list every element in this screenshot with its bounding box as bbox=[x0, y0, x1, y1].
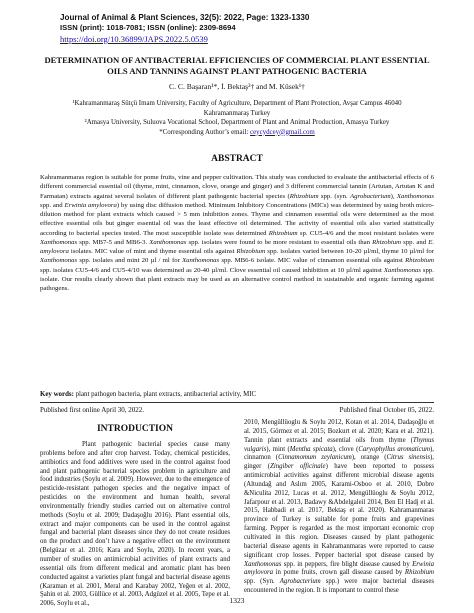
journal-citation: Journal of Animal & Plant Sciences, 32(5): 2022, Page: 1323-1330 bbox=[60, 13, 310, 22]
affiliation-1-line-1: ¹Kahramanmaraş Sütçü Imam University, Faculty of Agriculture, Department of Plant Protection, Avşar Campus 46040 bbox=[72, 100, 402, 107]
corresponding-label: *Corresponding Author’s email: bbox=[159, 128, 251, 136]
published-final: Published final October 05, 2022. bbox=[339, 406, 434, 414]
keywords-text: plant pathogen bacteria, plant extracts, antibacterial activity, MIC bbox=[73, 391, 257, 398]
introduction-heading: INTRODUCTION bbox=[96, 424, 173, 434]
affiliation-1-line-2: Kahramanmaraş Turkey bbox=[203, 109, 271, 117]
affiliation-2: ²Amasya University, Suluova Vocational School, Department of Plant and Animal Production, Amasya Turkey bbox=[84, 119, 390, 126]
abstract-body: Kahramanmaras region is suitable for pome fruits, vine and pepper cultivation. This study was conducted to evaluate the antibacterial effects of 6 different commercial essential oil (thyme, mint, cinnamon, clove, orange and ginger) and 3 different commercial tannin (Artutan, Artutan K and Farmatan) extracts against several isolates of different plant pathogenic bacterial species (Rhizobium spp. (syn. Agrobacterium), Xanthomonas spp. and Erwinia amylovora) by using disc diffusion method. Minimum Inhibitory Concentrations (MICs) was determined by using broth micro-dilution method for plant extracts which caused > 5 mm inhibition zones. Thyme and cinnamon essential oils were determined as the most effective essential oils but ginger essential oil was the least effective oil determined. The activity of essential oils also varied statistically according to bacterial species tested. The most susceptible isolate was determined Rhizobium sp. CU5-4/6 and the most resistant isolates were Xanthomonas spp. MB7-5 and MB6-3. Xanthomonas spp. isolates were found to be more resistant to essential oils than Rhizobium spp. and E. amylovora isolates. MIC value of mint and thyme essential oils against Rhizobium spp. isolates varied between 10-20 µl/ml, thyme 10 µl/ml for Xanthomonas spp. isolates and mint 20 µl / ml for Xanthomonas spp. MB6-6 isolate. MIC value of cinnamon essential oils against Rhizobium spp. isolates CU5-4/6 and CU5-4/10 was determined as 20-40 µl/ml. Clove essential oil caused inhibition at 10 µl/ml against Xanthomonas spp. isolate. Our results clearly shown that plant extracts may be used as an alternative control method in sustainable and organic farming against pathogens. bbox=[40, 174, 435, 292]
introduction-right-column: 2010, Mengüllüoglu & Soylu 2012, Kotan et al. 2014, Dadaşoğlu et al. 2015, Görmez et al. 2015; Bozkurt et al. 2020; Kara et al. 2021). Tannin plant extracts and essential oils from thyme (Thymus vulgaris), mint (Mentha spicata), clove (Caryophyllus aromaticum), cinnamon (Cinnamomum zeylanicum), orange (Citrus sinensis), ginger (Zingiber officinale) have been reported to possess antimicrobial activities against different microbial disease agents (Altundağ and Aslım 2005, Karami-Osboo et al. 2010, Dobre &Niculita 2012, Lucas et al. 2012, Mengüllüoglu & Soylu 2012, Jafarpour et al. 2013, Badawy &Abdelgaleil 2014, Ben El Hadj et al. 2015, Habbadi et al. 2017, Bektaş et al. 2020). Kahramanmaras province of Turkey is suitable for pome fruits and grapevines farming. Pepper is regarded as the most important economic crop cultivated in this region. Diseases caused by plant pathogenic bacterial disease agents in Kahramanmaras were reported to cause significant crop losses. Pepper bacterial spot disease caused by Xanthomonas spp. in peppers, fire blight disease caused by Erwinia amylovora in pome fruits, crown gall disease caused by Rhizobium spp. (Syn. Agrobacterium spp.) were major bacterial diseases encountered in the region. It is important to control these bbox=[244, 419, 434, 595]
published-first-online: Published first online April 30, 2022. bbox=[40, 406, 145, 414]
corresponding-author bbox=[0, 128, 474, 138]
abstract-heading: ABSTRACT bbox=[211, 154, 263, 164]
affiliations bbox=[0, 99, 474, 137]
section-divider bbox=[40, 402, 434, 403]
corresponding-email-link[interactable]: ceycydcey@gmail.com bbox=[250, 128, 315, 136]
doi-link[interactable]: https://doi.org/10.36899/JAPS.2022.5.0539 bbox=[60, 34, 208, 44]
author-list: C. C. Başaran¹*, İ. Bektaş²† and M. Küsek¹† bbox=[169, 82, 305, 91]
introduction-left-column: Plant pathogenic bacterial species cause many problems before and after crop harvest. Today, chemical pesticides, antibiotics and food additives were used in the control against food and plant pathogenic bacterial species problem in agriculture and food industries (Soylu et al. 2009). However, due to the emergence of pesticide-resistant pathogen species and the negative impact of pesticides on the environment and human health, several environmentally friendly studies carried out on alternative control methods (Soylu et al. 2009; Dadaşoğlu 2016). Plant essential oils, extract and major components can be used in the control against fungal and bacterial plant diseases since they do not create residues on the product and don’t have a negative effect on the environment (Belgüzar et al. 2016; Kara and Soylu, 2020). In recent years, a number of studies on antimicrobial activities of plant extracts and essential oils from different medical and aromatic plant has been conducted against a varieties plant fungal and bacterial disease agents (Karaman et al. 2001, Meral and Karabay 2002, Yeğen et al. 2002, Şahin et al. 2003, Güllüce et al. 2003, Adgüzel et al. 2005, Tepe et al. 2006, Soylu et al., bbox=[40, 441, 230, 608]
keywords bbox=[40, 390, 434, 399]
article-title: DETERMINATION OF ANTIBACTERIAL EFFICIENCIES OF COMMERCIAL PLANT ESSENTIAL OILS AND TANNINS AGAINST PLANT PATHOGENIC BACTERIA bbox=[44, 55, 430, 76]
keywords-label: Key words: bbox=[40, 391, 74, 398]
journal-issn: ISSN (print): 1018-7081; ISSN (online): 2309-8694 bbox=[60, 23, 236, 32]
page-number: 1323 bbox=[229, 596, 245, 605]
